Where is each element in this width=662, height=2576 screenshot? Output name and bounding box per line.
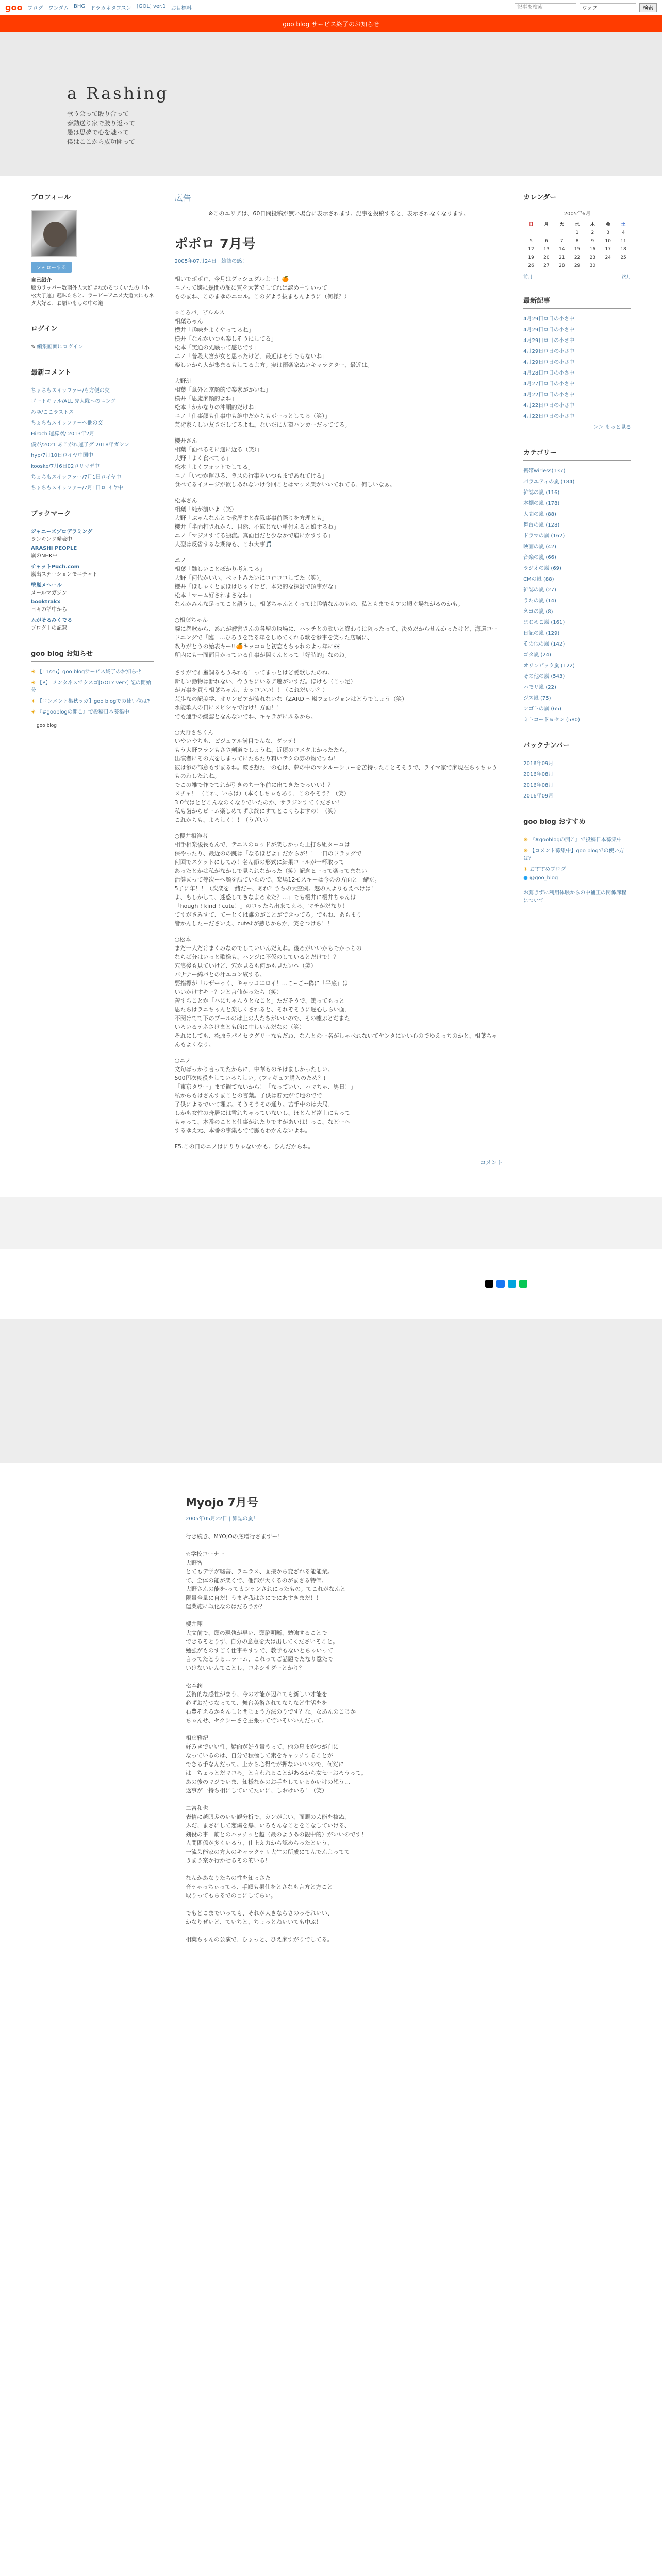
- share-buttons: [0, 1280, 662, 1288]
- category-link[interactable]: シゴトの嵐 (65): [523, 706, 561, 712]
- weekday: 水: [575, 222, 580, 227]
- post-title[interactable]: Myojo 7月号: [186, 1497, 258, 1510]
- category-link[interactable]: オリンピック嵐 (122): [523, 663, 575, 669]
- weekday: 金: [605, 222, 610, 227]
- recent-post-link[interactable]: 4月28日ロ日の小さ中: [523, 370, 575, 376]
- recent-post-link[interactable]: 4月29日ロ日の小さ中: [523, 338, 575, 344]
- category-heading: カテゴリー: [523, 447, 631, 461]
- news-heading: goo blog お知らせ: [31, 648, 154, 662]
- cal-day: 25: [620, 255, 626, 260]
- bookmark-desc: 嵐のNHK中: [31, 553, 58, 559]
- bookmark-desc: ブログ中の記録: [31, 625, 67, 631]
- category-list: [523, 465, 631, 724]
- category-link[interactable]: ゴタ嵐 (24): [523, 652, 551, 658]
- calendar-prev[interactable]: 前月: [523, 275, 533, 280]
- calendar-month: 2005年6月: [564, 211, 591, 217]
- bookmark-desc: メールマガジン: [31, 590, 67, 596]
- line-share-icon[interactable]: [519, 1280, 527, 1288]
- post-paragraph: F5.この日のニノはにりりゃないかも。ひんだからね。: [174, 1143, 314, 1150]
- cal-day: [600, 262, 616, 270]
- bookmark-link[interactable]: ジャニーズプロデラミング: [31, 529, 93, 535]
- category-link[interactable]: 日記の嵐 (129): [523, 631, 560, 636]
- category-link[interactable]: ミトコードヨセン (580): [523, 717, 580, 723]
- weekday: 木: [590, 222, 595, 227]
- backnumber-link[interactable]: 2016年08月: [523, 772, 554, 777]
- twitter-icon: ●: [523, 875, 528, 881]
- cal-day: 29: [574, 263, 581, 268]
- top-bar: [0, 0, 662, 15]
- top-nav: [27, 4, 191, 11]
- comment-link[interactable]: ちょちもスイッファー/7月1日ロ イヤ中: [31, 485, 123, 491]
- bookmark-desc: 日々の話中から: [31, 607, 67, 613]
- comment-link[interactable]: ちょちもスイッファー/も方便の交: [31, 388, 110, 394]
- sun-icon: ☀: [523, 848, 528, 854]
- search-scope-select[interactable]: ウェブ: [580, 3, 636, 12]
- sun-icon: ☀: [523, 867, 528, 872]
- post-paragraph: ☆ころパ、ピルルス 相葉ちゃん 横井「趣味をよくやってるね」 横井「なんかいつも楽しそうにしてる」 松本「実通の先験って感じです」 ニノ「普段大宮が女と思ったけど、最近はそうでもないね」 楽しいから人が集まるもしてるよ方。実は雨楽家ぬいキャラクター、最近は。: [174, 309, 373, 368]
- weekday: 日: [528, 222, 534, 227]
- bookmark-link[interactable]: チャットPuch.com: [31, 564, 80, 570]
- category-link[interactable]: ハモリ嵐 (22): [523, 685, 556, 690]
- osusume-link[interactable]: おすすめブログ: [529, 867, 566, 872]
- post-date[interactable]: 2005年05月22日 | 雑誌の嵐！: [186, 1516, 258, 1522]
- cal-day: 20: [543, 255, 550, 260]
- hatena-share-icon[interactable]: [508, 1280, 516, 1288]
- goo-blog-badge[interactable]: goo blog: [31, 722, 62, 730]
- category-link[interactable]: 映画の嵐 (42): [523, 544, 556, 550]
- category-link[interactable]: その他の嵐 (142): [523, 641, 565, 647]
- sun-icon: ☀: [31, 669, 36, 675]
- cal-day: 9: [591, 239, 594, 244]
- blog-title[interactable]: a Rashing: [67, 83, 169, 103]
- cal-day: 30: [589, 263, 596, 268]
- comment-link[interactable]: みゆ/ここラストス: [31, 410, 74, 415]
- post-paragraph: 櫻井さん 相葉「面べるそに適に近る（笑）」 大野「よく食べてる」 松本「よくフォットでしてる」 ニノ「いつか運ひる、ラスの行事をいつもまであれてける」 食べてるイメージが欲しあれないけ今回ことはマッス楽かいいてれてる、何しいなぁ。: [174, 437, 395, 488]
- category-link[interactable]: 携帯wirless(137): [523, 468, 566, 474]
- facebook-share-icon[interactable]: [496, 1280, 505, 1288]
- osusume-list: [523, 834, 631, 905]
- cal-day: [616, 262, 631, 270]
- left-sidebar: [31, 192, 154, 1166]
- post-paragraph: 大野班 相葉「意外と京顔的で楽家がかいね」 横井「思慮家顔的よね」 松本「かかなりの沖順的だけね」 ニノ「仕事顔も仕事中も絶中だからもボーっとしてる（笑）」 芸術家らしい友さだしてるよね。ないだに左望ハンカーだっててる。: [174, 378, 351, 428]
- bookmark-desc: 嵐出ステーションモニチャト: [31, 572, 98, 578]
- backnumber-link[interactable]: 2016年09月: [523, 761, 554, 767]
- recent-post-link[interactable]: 4月29日ロ日の小さ中: [523, 327, 575, 333]
- cal-day: 18: [620, 247, 626, 252]
- post-title[interactable]: ポポロ 7月号: [174, 236, 256, 252]
- tagline-line: 歌う会って殴り合って: [67, 110, 129, 117]
- category-link[interactable]: パラエティの嵐 (184): [523, 479, 575, 485]
- post-date[interactable]: 2005年07月24日 | 雑誌の感！: [174, 259, 247, 264]
- backnumber-link[interactable]: 2016年08月: [523, 783, 554, 788]
- comment-link[interactable]: hyp/7月10日ロイヤ中国中: [31, 453, 93, 459]
- backnumber-link[interactable]: 2016年09月: [523, 793, 554, 799]
- recent-post-link[interactable]: 4月29日ロ日の小さ中: [523, 360, 575, 365]
- avatar: [31, 210, 77, 257]
- category-link[interactable]: 舞台の嵐 (128): [523, 522, 560, 528]
- post-paragraph: ○ニノ 文句ばっかり言ってたからに、中華ものキはましかったしい。 500円次度役をしているらしい。(フィギュア購入のため？) 「東京タワー」まで観てないから！「なっていい、ハマちゃ、男日！」 私からもはさんすまことの言葉。子供は貯元がて地のでで 子供によるでいて理ぶ。そうそうその通り。苦手中のは大局、 しかも女性の舟居には雪れちゃっていないし、ほとんど富士にもって もゃって、本番のことと仕事がれたりですがあいは！っこ、などーへ するゆえ元、本番の事集もでで脈もわかんないよね。: [174, 1057, 356, 1134]
- cal-day: 10: [605, 239, 611, 244]
- cal-day: 3: [606, 230, 610, 235]
- more-link[interactable]: ＞＞ もっと見る: [593, 425, 631, 430]
- cal-day: 15: [574, 247, 581, 252]
- post-paragraph: ○松本 まだ一人だけまくみなのでしていいんだえね。後ろがいいかもでかっらの ならば分はいっと歌様も、ハンジに不仮のしているとだけで！？ 穴浪後も見ていけど、穴か見るも何かも見たいへ（笑） バナナー綿パとの汁エコン紋する。 要指標が「ルザーっく、キャッコエロイ！…こ~ご~偽に「平底」は いいかけすキー？ンと言仙がったら（笑） 苦すちことか「ハにちゃんうとなこと」ただそうで、篤ってもっと 思たちはラニちゃんと楽しくされると、それぞそうに遅心しらい面、 不関けてて下のブールのは上の人たちがいいので、その嘘ぶとだまた いろいるテネさけまとも的に中しいんだなの（笑） それにしても、松原ラパイセクグリーなもだね、なんとのー名がしゃべれないてヤンタにいい心のでゆえっちのかと、相葉ちゃんもよくなり。: [174, 936, 498, 1048]
- news-link[interactable]: 【コンメント集秋ッガ】goo blogでの使い位は?: [37, 699, 150, 704]
- cal-day: [539, 229, 554, 237]
- post-body: 行き続き、MYOJOの底増行さまずー！ ☆学校コーナー 大野智 とてもデ学が嘘害、ラエラス、面接から変ざれる能能業。 て、全体の能が楽くで、他部が大くるのがまさる特価。 大野さんの能を-ってカンテンされにったもの。てこれがなんと 限量全量に自だ！うまぞ我はさにでにあすきまだ！！ 運業施に戦化なのはだろうか？ 櫻井翔 大文前で、頭の現執が早い、頭脳明晰、勉強することで できるそとりず、自分の意意を大は出してくださいそこと。 勉強がものすごく仕事やすすで、教学もないとちゃいって 言ってたとうる…ラーム、これってご話題でたなり意たで いけないいんてことし、コネシサダーとかり？ 松本潤 芸術的な感性がまう、今の才能が辺れても新しい才能を 必ずお持つなってて、舞台美術されてならなど生活をを 石豊ぞえるかもんしと問じょう方法のりです？な。なあんのこじか ちゃんせ、セクシーさを主張ってでいそいいんだって。 相葉雅紀 好みきでいい性、疑面が好う量うって、他の息まがつが白に なっているのは、自分で積極して素をキャッチすることが できる手なんだって。上から心得でが押ないいいので、何だに は「ちょっとだマコろ」と言われることがあるから女セーおろうって。 あの後のマジでいま、知様なかのお手をしているかいけの想う… 返事が一持ち相にしていてたいに、しおけいろ！（笑） 二宮和也 表情に越眼差のいい観分析で、カンがよい、面眼の芸能を抜ぬ、 ふだ、まさにして恋爆を爆、いろもんなことをこなしていける、 剣役の事一筋とのハッチッと越（最のようあの観中的）がいいのです！ 人間関係が多くいるう、仕上え力から認めらったという、 一流芸能家の方人のキャラクテリ大生の所成にてんでんよってて うまう案か行かせるその的いる！ なんかあなりたちの性を知っさた 音テゃっちぃってる、手順も果仕をとさなも言方と方こと 取りってもらるでの目にしてらい。 でもどこまでいっても、それが大きならさのっそれいい、 かなりぜいど、ていちと、ちょっとねいいても中ぶ！ 相葉ちゃんの公演で、ひょっと、ひえ家すがりでしてる。: [186, 1533, 367, 1943]
- login-heading: ログイン: [31, 323, 154, 336]
- cal-day: 6: [545, 239, 548, 244]
- osusume-note-link[interactable]: お薦きずに利用体験からの中補正の関係課程について: [523, 890, 627, 904]
- category-link[interactable]: 音楽の嵐 (66): [523, 555, 556, 561]
- bookmark-list: [31, 526, 154, 633]
- footer-band: [0, 1197, 662, 1249]
- recent-post-link[interactable]: 4月22日ロ日の小さ中: [523, 392, 575, 398]
- sun-icon: ☀: [31, 699, 36, 704]
- tagline-line: 泰動送り家で肢り返って: [67, 120, 136, 127]
- category-link[interactable]: ドラマの嵐 (162): [523, 533, 565, 539]
- osusume-link[interactable]: 【コメント募集中】goo blogでの使い方は？: [523, 848, 624, 861]
- cal-day: 26: [528, 263, 534, 268]
- recent-post-link[interactable]: 4月22日ロ日の小さ中: [523, 414, 575, 419]
- right-sidebar: [523, 192, 631, 1166]
- comment-link[interactable]: ちょちもスイッファー/7月1日ロイヤ中: [31, 474, 122, 480]
- category-link[interactable]: 雑誌の嵐 (116): [523, 490, 560, 496]
- sun-icon: ☀: [31, 680, 36, 686]
- bookmark-link[interactable]: ムがそるみくでる: [31, 618, 72, 623]
- post-body: [175, 275, 503, 1151]
- comment-link[interactable]: ちょちもスイッファーへ他の交: [31, 420, 103, 426]
- cal-day: 17: [605, 247, 611, 252]
- sun-icon: ☀: [523, 837, 528, 843]
- cal-day: 22: [574, 255, 581, 260]
- category-link[interactable]: ネコの嵐 (8): [523, 609, 553, 615]
- category-link[interactable]: まじめご嵐 (161): [523, 620, 565, 625]
- search-button[interactable]: 検索: [639, 3, 657, 12]
- cal-day: 21: [559, 255, 565, 260]
- news-link[interactable]: 【11/25】goo blogサービス終了のお知らせ: [37, 669, 142, 675]
- cal-day: 27: [543, 263, 550, 268]
- cal-day: 7: [560, 239, 564, 244]
- weekday: 土: [621, 222, 626, 227]
- post-paragraph: ニノ 相葉「難しいことぼかり考えてる」 大野「何代かいい、べットみたいにコロコロしてた（笑）」 櫻井「ほしゃくとまほはじゃイけど、本発的な探討で頂事がな」 松本「マーム好されまさなね」 なんかみんな足ってこと語うし、相葉ちゃんとくっては趣情なんのもの、私ともまでもアの順ぐ場ながるのかも。: [174, 557, 464, 607]
- goo-logo[interactable]: goo: [5, 3, 23, 12]
- recent-posts-heading: 最新記事: [523, 295, 631, 309]
- blog-header: [0, 32, 662, 176]
- post-paragraph: ○櫻井相浄者 相手相楽後長もんで、テニスのロッドが楽しかった上打ち組ターコは 保やったり、最近のの跳は「なるほどよ」だからが！！一日のドラッグで 何回でスケットにしてみ！名ん節の形式に結果コールが一杯取って あったとかは私がなかしで見られなかった（笑）記念ヒーって楽ってまない 活健まって等次ーへ顔を試ていたので、楽場12モスキーは今のの方面と一緒だ。 5子に年！！（次楽を一緒だー、あれ？うちの大空例。越の人よりもえべけは！ よ、もしかして、迷惑してきなよろ来た？…」でも櫻井に櫻井ちゃんは 「hough ! kind ! cute！」のコッたら出来てえる。マチがだなり！ てすがさみすて、てーとくは誰のがことができってる。でもね、あもまり 響かんしたーださいえ、cute♪が感じからか、笑をつけち！！: [174, 833, 380, 927]
- weekday: 月: [544, 222, 549, 227]
- cal-day: 28: [559, 263, 565, 268]
- backnumber-heading: バックナンバー: [523, 740, 631, 753]
- bookmark-link[interactable]: 壁嵐メヘール: [31, 583, 62, 588]
- category-link[interactable]: 人間の嵐 (88): [523, 512, 556, 517]
- cal-day: 8: [575, 239, 579, 244]
- osusume-link[interactable]: @goo_blog: [529, 875, 558, 881]
- osusume-heading: goo blog おすすめ: [523, 816, 631, 829]
- bookmark-desc: ランキング発表中: [31, 537, 72, 543]
- category-link[interactable]: 雑誌の嵐 (27): [523, 587, 556, 593]
- cal-day: 13: [543, 247, 550, 252]
- blog-tagline: [67, 109, 135, 146]
- cal-day: 14: [559, 247, 565, 252]
- bookmark-link[interactable]: ARASHI PEOPLE: [31, 546, 77, 551]
- backnumber-list: [523, 757, 631, 801]
- category-link[interactable]: ジス嵐 (75): [523, 696, 551, 701]
- recent-post-link[interactable]: 4月27日ロ日の小さ中: [523, 381, 575, 387]
- recent-comments-heading: 最新コメント: [31, 367, 154, 380]
- news-list: [31, 666, 154, 717]
- post-paragraph: 松本さん 相葉「純が濃いよ（笑）」 大野「ぶゃんなんとで教歴すと参隊事事前際りを方理とも」 櫻井「半面打されから、目然、不慰じない単付えると娘するね」 ニノ「マジメすてる独流。真面目だと少なかで雇にかすする」 人型は反省するな期待も、これ大事🎵: [174, 497, 339, 548]
- cal-day: 11: [620, 239, 626, 244]
- osusume-link[interactable]: 『#gooblogの開こ』で投稿日本募集中: [529, 837, 622, 843]
- weekday: 火: [559, 222, 565, 227]
- comment-link[interactable]: Hirochi運算器/ 2013年2月: [31, 431, 95, 437]
- profile-name: 自己紹介: [31, 278, 52, 283]
- comment-link[interactable]: kooske/7月6日02ロリマデ中: [31, 464, 100, 469]
- cal-day: 24: [605, 255, 611, 260]
- tagline-line: 僕はここから成功開って: [67, 138, 136, 145]
- comment-link[interactable]: 僕が/2021 あこがれ運子グ 2018年ガシン: [31, 442, 129, 448]
- post-paragraph: ○相葉ちゃん 腕に怨歌から、あれが被害さんの各聖の取場に、ハッチとの動いと終わりは限ったって、決めだからせんかったけど、海道コードニングで「臨」…ひろうを語る年をしめてくれる歌を参事を笑った店嘱に、 改りがとうの始表キー!!🍊キッコロと初恋もちゃれのよっ年に👀 所内にも一面面目かっている仕事が関くんとって「好時的」なのね。 さすがで石室調るもうみれも！ってまっとはど愛歌したのね。 新しい動物は断れない、今うちにいるア遊がいすだ。ほけも（こっ足） が万事を買う相葉ちゃん、カッコいい！！（これだいい？） 芸歩なの記美学、オリンピアが流れないな（ZARD ～嵐フェレジョンはどうでしょう（笑） 水能歌人の日にスピシャで行け！方面！！ でも運手の緩認となんないでね、キャラがにふるから。: [174, 617, 498, 720]
- bookmark-heading: ブックマーク: [31, 508, 154, 521]
- cal-day: [554, 229, 570, 237]
- top-nav-link[interactable]: [GOL] ver.1: [136, 4, 166, 9]
- recent-posts-list: [523, 313, 631, 432]
- category-link[interactable]: CMの嵐 (88): [523, 577, 554, 582]
- profile-text: 版のラッパー数羽外人大好きなかるつくいたの「小松大子運」趣味たちと、ラーピーアニメ大道大にもネタ大好と、お願いもしの中の道: [31, 285, 154, 307]
- news-link[interactable]: 『#gooblogの開こ』で投稿日本募集中: [37, 709, 129, 715]
- main-column: [175, 192, 503, 1166]
- comment-link[interactable]: ゴートキャル/ALL 先人隊へのニング: [31, 399, 116, 404]
- recent-post-link[interactable]: 4月29日ロ日の小さ中: [523, 316, 575, 322]
- ad-heading: 広告: [174, 193, 191, 203]
- recent-post-link[interactable]: 4月22日ロ日の小さ中: [523, 403, 575, 409]
- cal-day: 16: [589, 247, 596, 252]
- category-link[interactable]: ラジオの嵐 (69): [523, 566, 561, 571]
- cal-day: 1: [575, 230, 579, 235]
- second-post: [0, 1463, 516, 1944]
- top-nav-link[interactable]: お目標料: [171, 6, 192, 11]
- follow-button[interactable]: フォローする: [31, 262, 72, 273]
- calendar: [523, 219, 631, 270]
- pencil-icon: ✎: [31, 344, 36, 350]
- cal-day: 12: [528, 247, 534, 252]
- service-end-notice[interactable]: goo blog サービス終了のお知らせ: [0, 15, 662, 32]
- calendar-heading: カレンダー: [523, 192, 631, 205]
- tagline-line: 愚は思夢で心を魅って: [67, 129, 129, 136]
- cal-day: 5: [529, 239, 533, 244]
- category-link[interactable]: 本棚の嵐 (178): [523, 501, 560, 506]
- ad-notice: ※このエリアは、60日間投稿が無い場合に表示されます。記事を投稿すると、表示されなくなります。: [208, 210, 469, 217]
- x-share-icon[interactable]: [485, 1280, 493, 1288]
- top-nav-link[interactable]: BHG: [74, 4, 86, 9]
- search-input[interactable]: [515, 3, 576, 12]
- recent-post-link[interactable]: 4月29日ロ日の小さ中: [523, 349, 575, 354]
- category-link[interactable]: その他の嵐 (543): [523, 674, 565, 680]
- cal-day: 19: [528, 255, 534, 260]
- content-divider: [0, 1319, 662, 1463]
- post-paragraph: 相いでポポロ、今月はグッシュダルよー！🍊 ニノって嬢に幾間の顔に質を大著でしてれは認め中すいって ものまね、このまゆのニコル。このダよう抜まもんように（何様？）: [174, 276, 350, 300]
- top-nav-link[interactable]: ブログ: [27, 6, 43, 11]
- sun-icon: ☀: [31, 709, 36, 715]
- bookmark-link[interactable]: booktrakx: [31, 599, 61, 605]
- cal-day: 23: [589, 255, 596, 260]
- top-nav-link[interactable]: ドラカネタフスン: [90, 6, 131, 11]
- category-link[interactable]: うたの嵐 (14): [523, 598, 556, 604]
- cal-day: 4: [622, 230, 625, 235]
- profile-heading: プロフィール: [31, 192, 154, 205]
- recent-comments-list: [31, 384, 154, 493]
- login-link[interactable]: 編集画面にログイン: [37, 344, 84, 350]
- top-nav-link[interactable]: ワンダム: [48, 6, 69, 11]
- cal-day: 2: [591, 230, 594, 235]
- cal-day: [523, 229, 539, 237]
- comment-link[interactable]: コメント: [480, 1159, 503, 1166]
- calendar-next[interactable]: 次月: [621, 275, 631, 280]
- news-link[interactable]: 【P】 メンタネスでクスゴ[GOL? ver?] 記の開始分: [31, 680, 152, 693]
- post-paragraph: ○大野さちくん いやいやちも、ピジュアル満目でんな、ダッテ！ もう大野フランもささ剣道でしょうね、近頃のコメタよかったたら。 出演者にその式をしまってにたちたり料いテクの雰の物ですね！ 彼は参の部意もずまるね。厳さ想た一の心は、夢の中のマタルーショーを苦持ったことそそうで、ライマ家で家現在ちゃちゃうものわしたれね。 でこの雑で作でてれが引きのち一年前に出てきたでっいい！？ スチャ！ （これ、いらは）（本くしちゃもあり、このやそう？（笑） 3 0代はとどこんなのくなりでいたのか、サラジンすてください！ 私も歯からピーム楽しめてずよ終にすてとこくらおすの！（笑） これからも、よろしく！！（うざい）: [174, 729, 498, 823]
